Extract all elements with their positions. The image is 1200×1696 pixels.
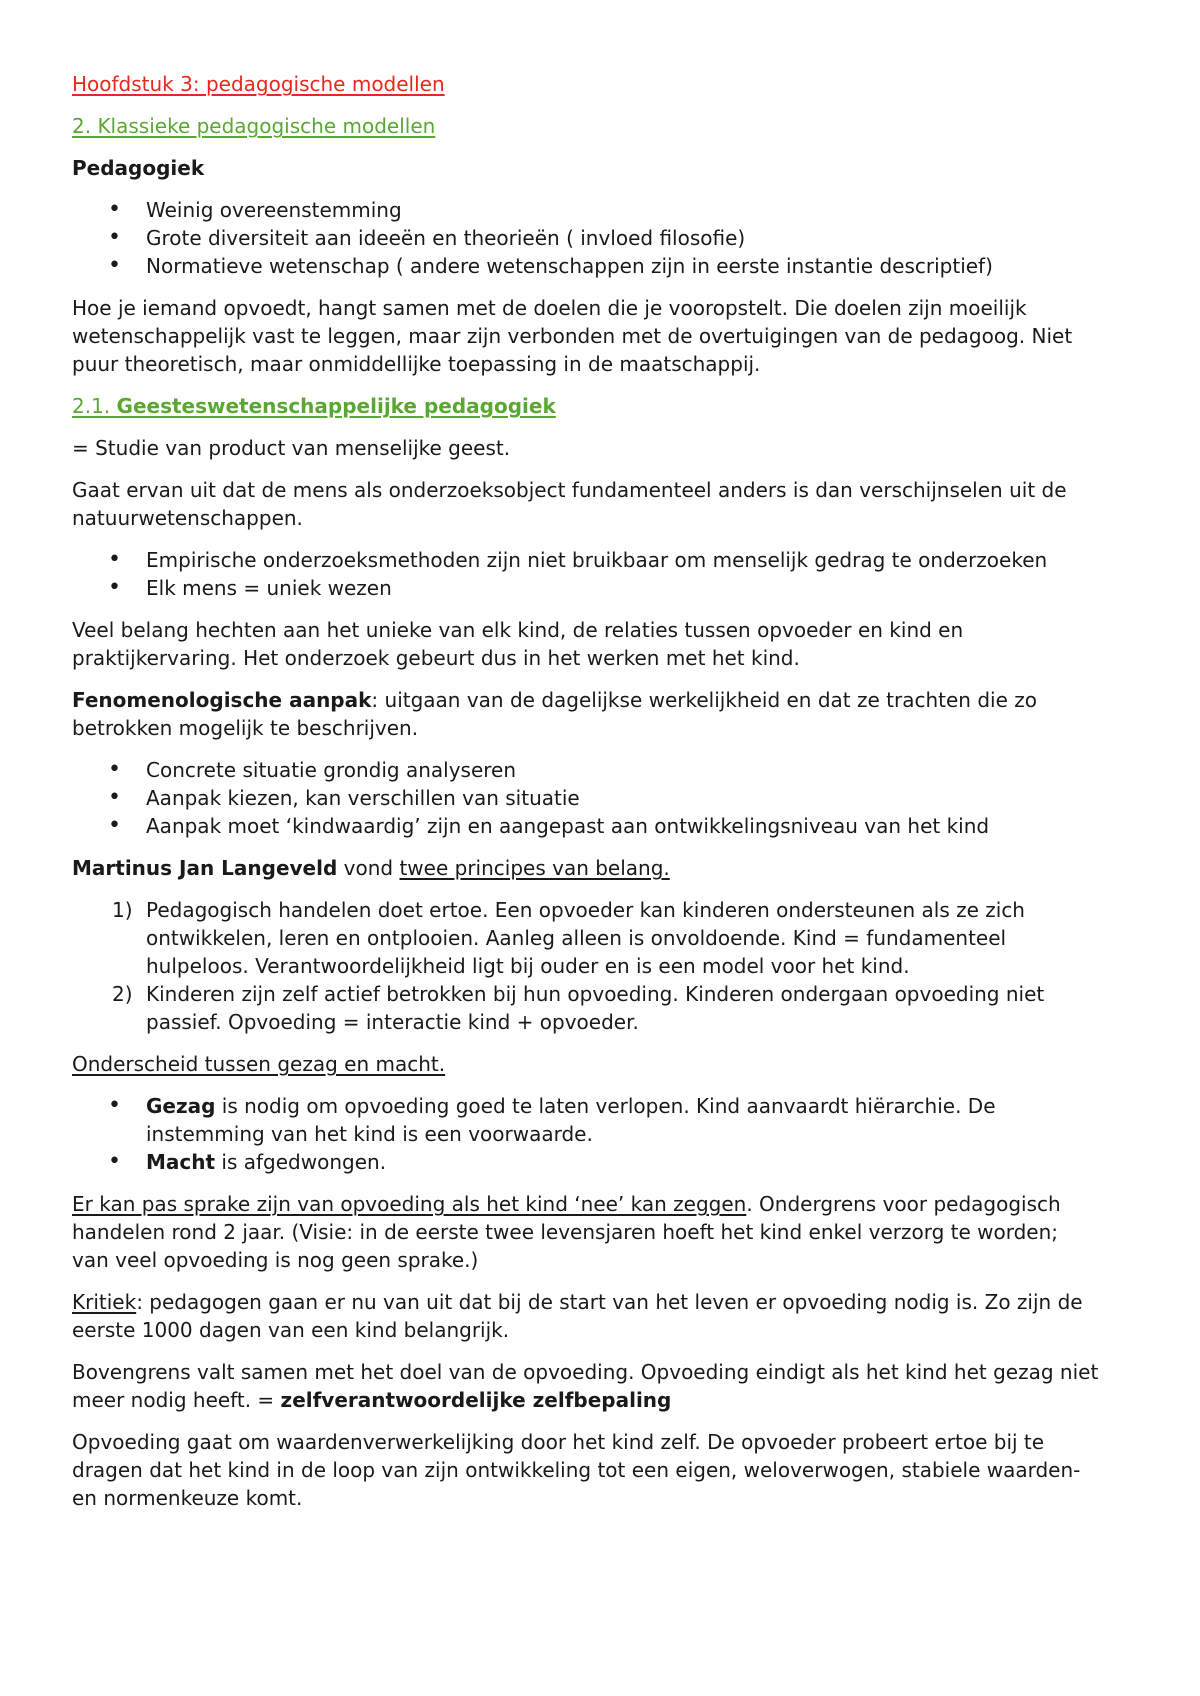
- chapter-heading: Hoofdstuk 3: pedagogische modellen: [72, 72, 445, 96]
- bovengrens-text: Bovengrens valt samen met het doel van de opvoeding. Opvoeding eindigt als het kind het gezag niet meer nodig heeft. =: [72, 1360, 1099, 1412]
- paragraph-studie: = Studie van product van menselijke geest.: [72, 436, 511, 460]
- list-item-text: Pedagogisch handelen doet ertoe. Een opvoeder kan kinderen ondersteunen als ze zich ontwikkelen, leren en ontplooien. Aanleg alleen is onvoldoende. Kind = fundamenteel hulpeloos. Verantwoordelijkheid ligt bij ouder en is een model voor het kind.: [146, 898, 1025, 978]
- term-macht: Macht: [146, 1150, 216, 1174]
- bovengrens-bold: zelfverantwoordelijke zelfbepaling: [280, 1388, 672, 1412]
- list-item: • Elk mens = uniek wezen: [72, 574, 1100, 602]
- principles-list: [72, 896, 1100, 1036]
- list-item: • Aanpak moet ‘kindwaardig’ zijn en aangepast aan ontwikkelingsniveau van het kind: [72, 812, 1100, 840]
- list-item: [72, 1148, 1100, 1176]
- paragraph-fenomenologisch: [72, 686, 1100, 742]
- section-heading: 2. Klassieke pedagogische modellen: [72, 114, 436, 138]
- paragraph-bovengrens: [72, 1358, 1100, 1414]
- list-item: [72, 896, 1100, 980]
- paragraph-sprake: [72, 1190, 1100, 1274]
- subsection-number: 2.1.: [72, 394, 117, 418]
- paragraph-onderscheid: [72, 1050, 1100, 1078]
- term-gezag: Gezag: [146, 1094, 216, 1118]
- list-item-text: Kinderen zijn zelf actief betrokken bij hun opvoeding. Kinderen ondergaan opvoeding niet passief. Opvoeding = interactie kind + opvoeder.: [146, 982, 1045, 1034]
- list-item: • Concrete situatie grondig analyseren: [72, 756, 1100, 784]
- name-langeveld: Martinus Jan Langeveld: [72, 856, 338, 880]
- list-item: [72, 980, 1100, 1036]
- paragraph-kritiek: [72, 1288, 1100, 1344]
- list-number: 2): [112, 982, 133, 1006]
- subsection-title: Geesteswetenschappelijke pedagogiek: [116, 394, 556, 418]
- langeveld-principles: twee principes van belang.: [399, 856, 670, 880]
- list-item-text: is afgedwongen.: [215, 1150, 387, 1174]
- paragraph-langeveld: [72, 854, 1100, 882]
- pedagogiek-list: [72, 196, 1100, 280]
- langeveld-mid: vond: [337, 856, 400, 880]
- term-fenomenologisch: Fenomenologische aanpak: [72, 688, 372, 712]
- onderscheid-text: Onderscheid tussen gezag en macht.: [72, 1052, 446, 1076]
- list-number: 1): [112, 898, 133, 922]
- fenomenologisch-text: : uitgaan van de dagelijkse werkelijkheid en dat ze trachten die zo betrokken mogelijk te beschrijven.: [72, 688, 1037, 740]
- list-item-text: is nodig om opvoeding goed te laten verlopen. Kind aanvaardt hiërarchie. De instemming van het kind is een voorwaarde.: [146, 1094, 996, 1146]
- term-kritiek: Kritiek: [72, 1290, 137, 1314]
- subsection-heading: [72, 392, 1100, 420]
- sprake-underlined: Er kan pas sprake zijn van opvoeding als het kind ‘nee’ kan zeggen: [72, 1192, 747, 1216]
- list-item: • Normatieve wetenschap ( andere wetenschappen zijn in eerste instantie descriptief): [72, 252, 1100, 280]
- paragraph-opvoeden: Hoe je iemand opvoedt, hangt samen met de doelen die je vooropstelt. Die doelen zijn moeilijk wetenschappelijk vast te leggen, maar zijn verbonden met de overtuigingen van de pedagoog. Niet puur theoretisch, maar onmiddellijke toepassing in de maatschappij.: [72, 296, 1073, 376]
- paragraph-waarden: Opvoeding gaat om waardenverwerkelijking door het kind zelf. De opvoeder probeert ertoe bij te dragen dat het kind in de loop van zijn ontwikkeling tot een eigen, weloverwogen, stabiele waarden- en normenkeuze komt.: [72, 1430, 1081, 1510]
- list-item: [72, 1092, 1100, 1148]
- sprake-text: . Ondergrens voor pedagogisch handelen rond 2 jaar. (Visie: in de eerste twee levensjaren hoeft het kind enkel verzorg te worden; van veel opvoeding is nog geen sprake.): [72, 1192, 1061, 1272]
- fenomenologisch-list: [72, 756, 1100, 840]
- pedagogiek-heading: [72, 154, 1100, 182]
- pedagogiek-heading-text: Pedagogiek: [72, 156, 205, 180]
- paragraph-belang: Veel belang hechten aan het unieke van elk kind, de relaties tussen opvoeder en kind en praktijkervaring. Het onderzoek gebeurt dus in het werken met het kind.: [72, 618, 964, 670]
- list-item: • Weinig overeenstemming: [72, 196, 1100, 224]
- paragraph-mens: Gaat ervan uit dat de mens als onderzoeksobject fundamenteel anders is dan verschijnselen uit de natuurwetenschappen.: [72, 478, 1067, 530]
- mens-list: [72, 546, 1100, 602]
- kritiek-text: : pedagogen gaan er nu van uit dat bij de start van het leven er opvoeding nodig is. Zo zijn de eerste 1000 dagen van een kind belangrijk.: [72, 1290, 1083, 1342]
- gezag-list: [72, 1092, 1100, 1176]
- list-item: • Empirische onderzoeksmethoden zijn niet bruikbaar om menselijk gedrag te onderzoeken: [72, 546, 1100, 574]
- list-item: • Aanpak kiezen, kan verschillen van situatie: [72, 784, 1100, 812]
- list-item: • Grote diversiteit aan ideeën en theorieën ( invloed filosofie): [72, 224, 1100, 252]
